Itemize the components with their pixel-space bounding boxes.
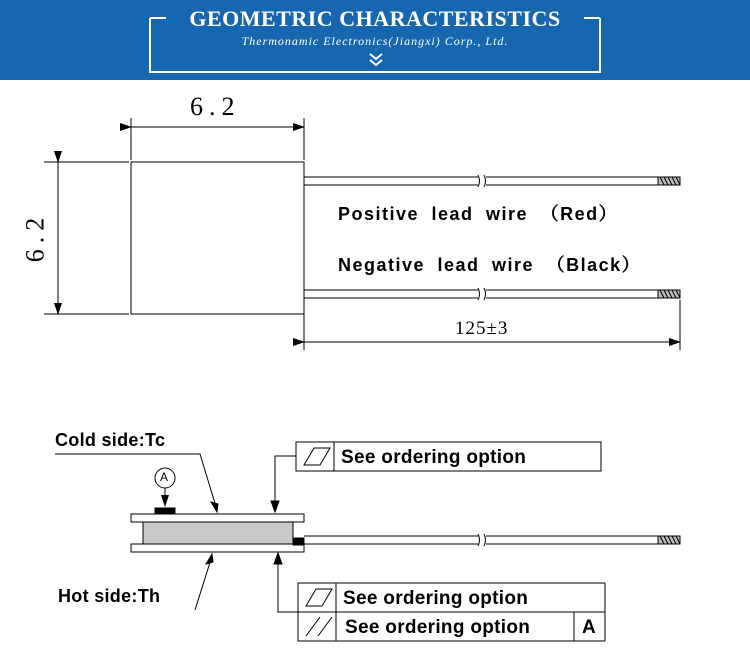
page-title: GEOMETRIC CHARACTERISTICS bbox=[189, 6, 561, 31]
callout-datum-letter: A bbox=[582, 617, 597, 638]
cold-side-plate bbox=[131, 514, 304, 522]
wire-solder-joint bbox=[293, 538, 304, 545]
pellet-layer bbox=[143, 522, 293, 544]
positive-lead-wire bbox=[304, 175, 680, 187]
height-dimension-label: 6.2 bbox=[20, 211, 50, 263]
hot-side-plate bbox=[131, 544, 304, 552]
module-body-top-view bbox=[131, 162, 304, 314]
callout-bottom-text: See ordering option bbox=[345, 617, 531, 638]
page-subtitle: Thermonamic Electronics(Jiangxi) Corp., Ltd. bbox=[241, 34, 509, 48]
callout-top-text: See ordering option bbox=[341, 447, 527, 468]
width-dimension-label: 6.2 bbox=[190, 92, 241, 121]
callout-middle-text: See ordering option bbox=[343, 588, 529, 609]
datum-a-letter: A bbox=[160, 470, 169, 484]
positive-wire-label: Positive lead wire （Red） bbox=[338, 204, 619, 224]
length-dimension-label: 125±3 bbox=[455, 318, 509, 339]
hot-side-leader bbox=[195, 556, 212, 610]
negative-wire-label: Negative lead wire （Black） bbox=[338, 255, 642, 275]
cold-side-label: Cold side:Tc bbox=[55, 430, 166, 450]
datum-surface-marker bbox=[155, 508, 175, 514]
negative-lead-wire bbox=[304, 288, 680, 300]
cold-side-leader bbox=[55, 454, 217, 510]
hot-side-label: Hot side:Th bbox=[58, 586, 161, 606]
side-view-lead-wire bbox=[304, 534, 680, 546]
